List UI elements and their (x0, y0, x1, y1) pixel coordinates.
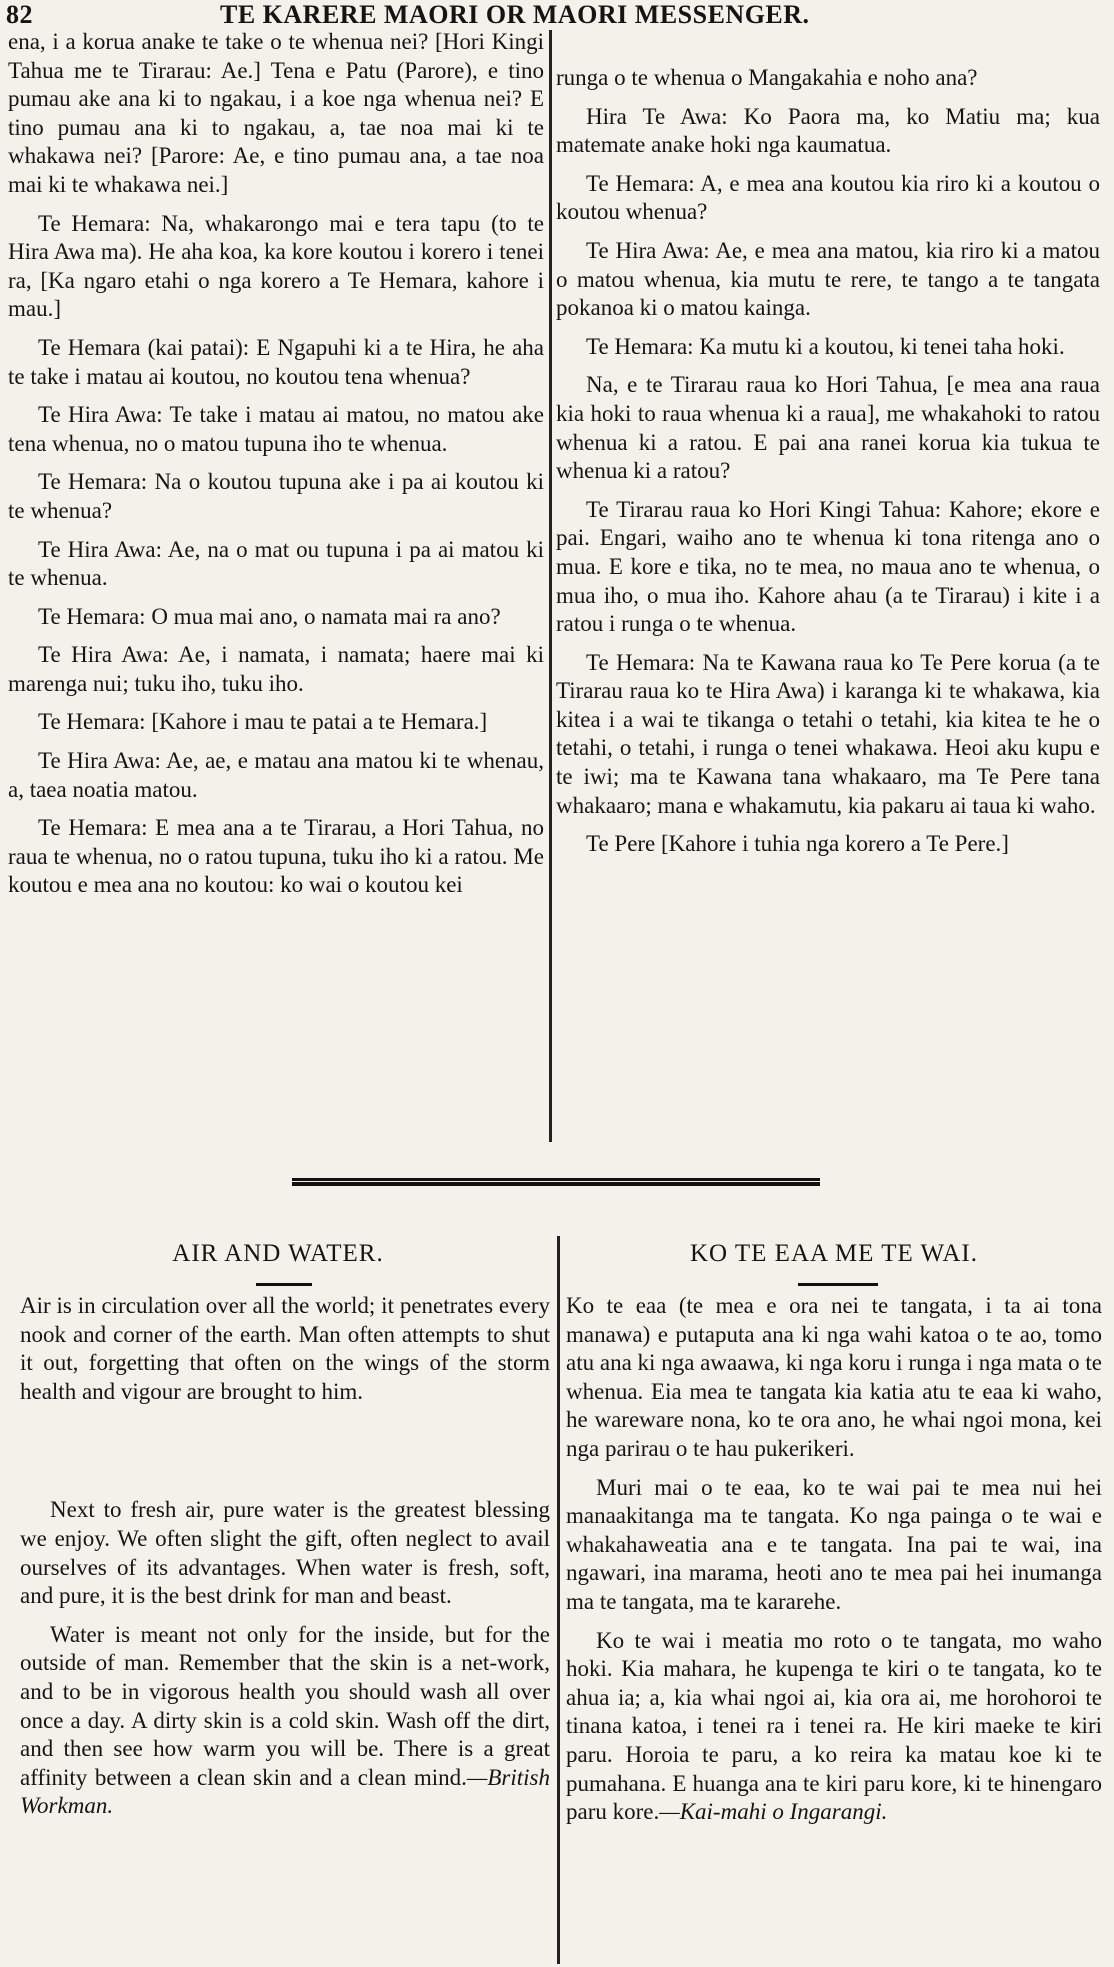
paragraph: Te Hemara: A, e mea ana koutou kia riro ki a koutou o koutou whenua? (556, 170, 1100, 225)
paragraph: Next to fresh air, pure water is the greatest blessing we enjoy. We often slight the gift, often neglect to avail ourselves of its advantages. When water is fresh, soft, and pure, it is the best drink for man and beast. (20, 1497, 550, 1609)
paragraph: Te Hira Awa: Ae, i namata, i namata; haere mai ki marenga nui; tuku iho, tuku iho. (8, 642, 544, 696)
paragraph: Te Hemara (kai patai): E Ngapuhi ki a te Hira, he aha te take i matau ai koutou, no koutou tena whenua? (8, 334, 544, 389)
left-column (8, 28, 544, 910)
column-divider (557, 1236, 560, 1964)
paragraph: Te Hemara: [Kahore i mau te patai a te Hemara.] (38, 709, 488, 735)
paragraph-text: Water is meant not only for the inside, but for the outside of man. Remember that the skin is a net-work, and to be in vigorous health you should wash all over once a day. A dirty skin is a cold skin. Wash off the dirt, and then see how warm you will be. There is a great affinity between a clean skin and a clean mind. (20, 1621, 550, 1790)
article-heading-wai: KO TE EAA ME TE WAI. (689, 1240, 979, 1267)
paragraph: Te Pere [Kahore i tuhia nga korero a Te Pere.] (586, 831, 1009, 857)
article-credit: —Kai-mahi o Ingarangi. (659, 1799, 888, 1825)
heading-rule (256, 1283, 312, 1286)
paragraph: ena, i a korua anake te take o te whenua nei? [Hori Kingi Tahua me te Tirarau: Ae.] Tena e Patu (Parore), e tino pumau ake ana ki to ngakau, i a koe nga whenua nei? E tino pumau ana ki to ngakau, a, tae noa mai ki te whakawa nei? [Parore: Ae, e tino pumau ana, a tae noa mai ki te whakawa nei.] (8, 29, 544, 197)
paragraph-text: Ko te wai i meatia mo roto o te tangata, mo waho hoki. Kia mahara, he kupenga te kiri o te tangata, ko te ahua ia; a, kia whai ngoi ai, kia ora ai, me horohoroi te tinana katoa, i tenei ra i tenei ra. He kiri maeke te kiri paru. Horoia te paru, a ko reira ka matau koe ki te pumahana. E huanga ana te kiri paru kore, ki te hinengaro paru kore. (566, 1627, 1102, 1825)
column-divider (549, 30, 552, 1142)
paragraph: Te Hira Awa: Ae, ae, e matau ana matou ki te whenau, a, taea noatia matou. (8, 748, 544, 802)
paragraph: Te Tirarau raua ko Hori Kingi Tahua: Kahore; ekore e pai. Engari, waiho ano te whenua ki tona ritenga ano o mua. E kore e tika, no te mea, no maua ano te whenua, o mua iho, o mua iho. Kahore ahau (a te Tirarau) i kite i a ratou i runga o te whenua. (556, 496, 1100, 637)
paragraph: Hira Te Awa: Ko Paora ma, ko Matiu ma; kua matemate anake hoki nga kaumatua. (556, 103, 1100, 158)
paragraph: Air is in circulation over all the world; it penetrates every nook and corner of the earth. Man often attempts to shut it out, forgetting that often on the wings of the storm health and vigour are brought to him. (20, 1293, 550, 1404)
paragraph: Na, e te Tirarau raua ko Hori Tahua, [e mea ana raua kia hoki to raua whenua ki a raua], me whakahoki to ratou whenua ki a ratou. E pai ana ranei korua kia tukua te whenua ki a ratou? (556, 372, 1100, 484)
heading-rule (798, 1283, 878, 1286)
paragraph: Te Hemara: Ka mutu ki a koutou, ki tenei taha hoki. (586, 333, 1065, 359)
paragraph: Te Hemara: O mua mai ano, o namata mai ra ano? (38, 603, 501, 629)
article-heading-air: AIR AND WATER. (172, 1240, 384, 1267)
paragraph: Te Hira Awa: Te take i matau ai matou, no matou ake tena whenua, no o matou tupuna iho te whenua. (8, 402, 544, 456)
page-title: TE KARERE MAORI OR MAORI MESSENGER. (220, 0, 810, 29)
paragraph: Te Hira Awa: Ae, na o mat ou tupuna i pa ai matou ki te whenua. (8, 536, 544, 591)
air-article-body (20, 1292, 550, 1831)
section-divider (292, 1178, 820, 1186)
paragraph (20, 1621, 550, 1821)
paragraph: Te Hemara: Na, whakarongo mai e tera tapu (to te Hira Awa ma). He aha koa, ka kore koutou i korero i tenei ra, [Ka ngaro etahi o nga korero a Te Hemara, kahore i mau.] (8, 210, 544, 322)
paragraph: runga o te whenua o Mangakahia e noho ana? (556, 65, 978, 90)
paragraph (566, 1627, 1102, 1827)
paragraph: Te Hemara: Na o koutou tupuna ake i pa ai koutou ki te whenua? (8, 469, 544, 523)
spacer (20, 1416, 550, 1496)
paragraph: Muri mai o te eaa, ko te wai pai te mea nui hei manaakitanga ma te tangata. Ko nga painga o te wai e whakahaweatia ana e te tangata. Ina pai te wai, ina ngawari, ina marama, heoti ano te mea pai hei inumanga ma te tangata, ma te kararehe. (566, 1474, 1102, 1614)
page-number: 82 (6, 0, 33, 29)
wai-article-body (566, 1292, 1102, 1837)
paragraph: Ko te eaa (te mea e ora nei te tangata, i ta ai tona manawa) e putaputa ana ki nga wahi katoa o te ao, tomo atu ana ki nga awaawa, ki nga koru i runga i nga mata o te whenua. Eia mea te tangata kia katia atu te eaa ki waho, he wareware nona, ko te ora ano, he whai ngoi mona, kei nga parirau o te hau pukerikeri. (566, 1293, 1102, 1461)
article-credit: —British Workman. (20, 1764, 550, 1819)
paragraph: Te Hemara: E mea ana a te Tirarau, a Hori Tahua, no raua te whenua, no o ratou tupuna, tuku iho ki a ratou. Me koutou e mea ana no koutou: ko wai o koutou kei (8, 815, 544, 898)
paragraph: Te Hira Awa: Ae, e mea ana matou, kia riro ki a matou o matou whenua, kia mutu te rere, te tango a te tangata pokanoa ki o matou kainga. (556, 237, 1100, 321)
right-column (556, 64, 1100, 869)
paragraph: Te Hemara: Na te Kawana raua ko Te Pere korua (a te Tirarau raua ko te Hira Awa) i karanga ki te whakawa, kia kitea i a wai te tikanga o tetahi o tetahi, kia kitea te he o tetahi, o tetahi, i runga o tenei whakawa. Heoi aku kupu e te iwi; ma te Kawana tana whakaaro, ma Te Pere tana whakaaro; mana e whakamutu, kia pakaru ai taua ki waho. (556, 649, 1100, 818)
